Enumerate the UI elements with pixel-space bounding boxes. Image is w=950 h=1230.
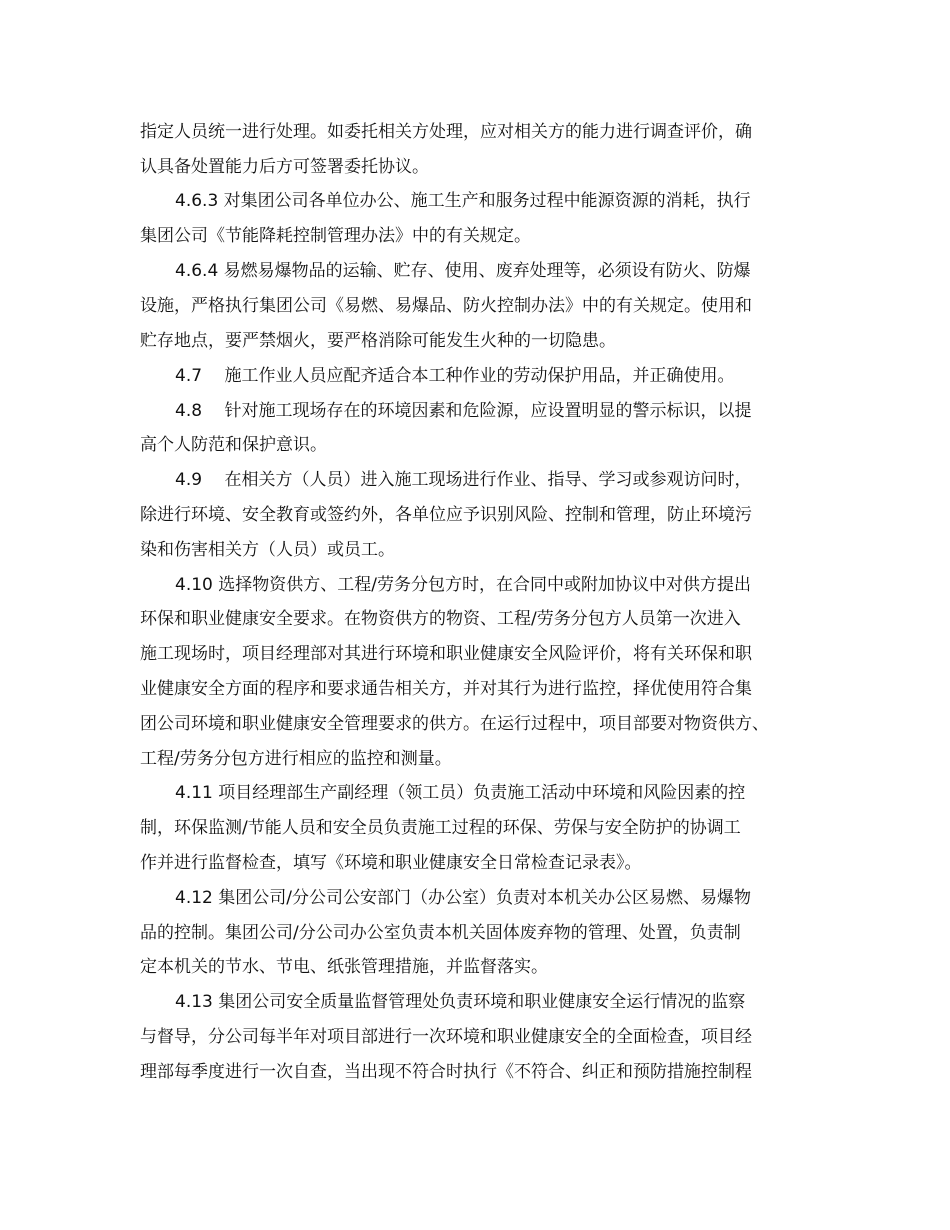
text-line: 认具备处置能力后方可签署委托协议。 [140, 157, 429, 177]
text-line: 与督导，分公司每半年对项目部进行一次环境和职业健康安全的全面检查，项目经 [140, 1027, 752, 1047]
text-line: 贮存地点，要严禁烟火，要严格消除可能发生火种的一切隐患。 [140, 331, 616, 351]
text-line: 4.8 针对施工现场存在的环境因素和危险源，应设置明显的警示标识，以提 [175, 401, 752, 421]
text-line: 4.6.4 易燃易爆物品的运输、贮存、使用、废弃处理等，必须设有防火、防爆 [175, 261, 751, 281]
text-line: 4.10 选择物资供方、工程/劳务分包方时，在合同中或附加协议中对供方提出 [175, 575, 751, 595]
text-line: 工程/劳务分包方进行相应的监控和测量。 [140, 749, 452, 769]
text-line: 业健康安全方面的程序和要求通告相关方，并对其行为进行监控，择优使用符合集 [140, 679, 752, 699]
text-line: 染和伤害相关方（人员）或员工。 [140, 540, 395, 560]
text-line: 指定人员统一进行处理。如委托相关方处理，应对相关方的能力进行调查评价，确 [140, 122, 752, 142]
text-line: 集团公司《节能降耗控制管理办法》中的有关规定。 [140, 226, 531, 246]
text-line: 理部每季度进行一次自查，当出现不符合时执行《不符合、纠正和预防措施控制程 [140, 1062, 752, 1082]
text-line: 设施，严格执行集团公司《易燃、易爆品、防火控制办法》中的有关规定。使用和 [140, 296, 752, 316]
text-line: 定本机关的节水、节电、纸张管理措施，并监督落实。 [140, 957, 548, 977]
text-line: 除进行环境、安全教育或签约外，各单位应予识别风险、控制和管理，防止环境污 [140, 505, 752, 525]
text-line: 环保和职业健康安全要求。在物资供方的物资、工程/劳务分包方人员第一次进入 [140, 609, 741, 629]
text-line: 高个人防范和保护意识。 [140, 435, 327, 455]
text-line: 施工现场时，项目经理部对其进行环境和职业健康安全风险评价，将有关环保和职 [140, 644, 752, 664]
text-line: 作并进行监督检查，填写《环境和职业健康安全日常检查记录表》。 [140, 853, 642, 873]
text-line: 制，环保监测/节能人员和安全员负责施工过程的环保、劳保与安全防护的协调工 [140, 818, 741, 838]
text-line: 4.9 在相关方（人员）进入施工现场进行作业、指导、学习或参观访问时， [175, 470, 752, 490]
text-line: 4.6.3 对集团公司各单位办公、施工生产和服务过程中能源资源的消耗，执行 [175, 191, 751, 211]
text-line: 4.13 集团公司安全质量监督管理处负责环境和职业健康安全运行情况的监察 [175, 992, 746, 1012]
text-line: 4.12 集团公司/分公司公安部门（办公室）负责对本机关办公区易燃、易爆物 [175, 888, 751, 908]
text-line: 4.11 项目经理部生产副经理（领工员）负责施工活动中环境和风险因素的控 [175, 783, 746, 803]
text-line: 4.7 施工作业人员应配齐适合本工种作业的劳动保护用品，并正确使用。 [175, 366, 735, 386]
text-line: 品的控制。集团公司/分公司办公室负责本机关固体废弃物的管理、处置，负责制 [140, 923, 741, 943]
text-line: 团公司环境和职业健康安全管理要求的供方。在运行过程中，项目部要对物资供方、 [140, 714, 769, 734]
